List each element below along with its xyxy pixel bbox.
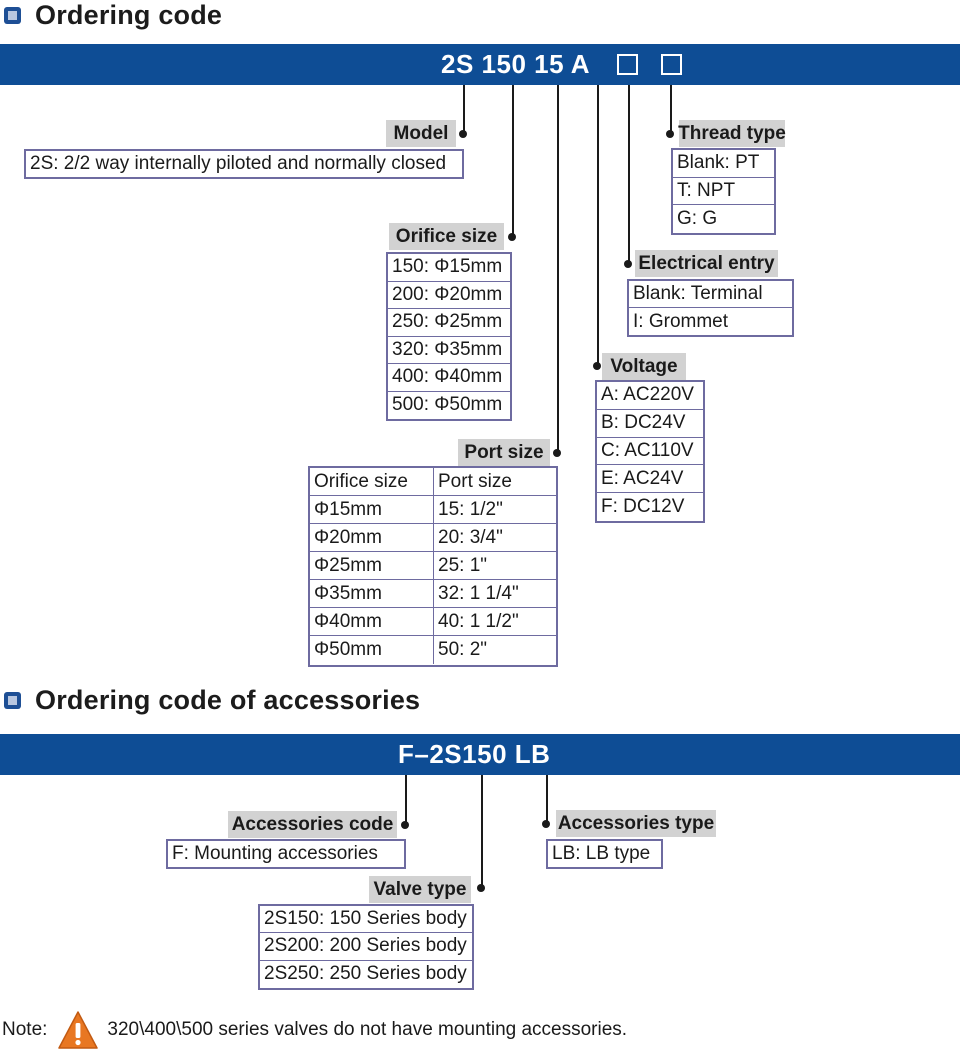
connector-line (512, 85, 514, 235)
label-thread-type: Thread type (679, 120, 785, 147)
ordering-code-bar (0, 44, 960, 85)
label-voltage: Voltage (602, 353, 686, 380)
table-cell: Φ50mm (310, 636, 434, 664)
list-item: I: Grommet (633, 310, 729, 332)
list-item: E: AC24V (597, 465, 703, 493)
table-cell: 25: 1" (434, 552, 556, 580)
list-item: Blank: PT (673, 150, 774, 178)
table-cell: 32: 1 1/4" (434, 580, 556, 608)
connector-line (557, 85, 559, 451)
voltage-box (595, 380, 705, 523)
section-title-accessories (0, 685, 420, 715)
valve-type-box (258, 904, 474, 990)
model-box (24, 149, 464, 179)
table-header: Orifice size (310, 468, 434, 496)
accessories-code-bar (0, 734, 960, 775)
accessories-type-box (546, 839, 663, 869)
list-item: B: DC24V (597, 410, 703, 438)
list-item: A: AC220V (597, 382, 703, 410)
list-item: Blank: Terminal (629, 281, 792, 308)
table-cell: 50: 2" (438, 639, 488, 660)
connector-line (481, 775, 483, 887)
connector-dot (508, 233, 516, 241)
list-item: 2S150: 150 Series body (260, 906, 472, 933)
table-cell: Φ35mm (310, 580, 434, 608)
connector-dot (477, 884, 485, 892)
label-accessories-code: Accessories code (228, 811, 397, 838)
list-item: 500: Φ50mm (392, 394, 503, 416)
thread-type-box (671, 148, 776, 235)
table-cell: 15: 1/2" (434, 496, 556, 524)
list-item: G: G (677, 207, 718, 229)
connector-dot (666, 130, 674, 138)
electrical-entry-box (627, 279, 794, 337)
list-item: 200: Φ20mm (388, 282, 510, 310)
label-model: Model (386, 120, 456, 147)
connector-dot (624, 260, 632, 268)
list-item: 2S: 2/2 way internally piloted and normally closed (30, 153, 447, 174)
label-electrical-entry: Electrical entry (635, 250, 778, 277)
list-item: F: Mounting accessories (172, 843, 378, 864)
accessories-code: F–2S150 LB (398, 739, 551, 769)
connector-line (463, 85, 465, 131)
connector-dot (553, 449, 561, 457)
note (2, 1012, 627, 1048)
section-bullet-icon (4, 692, 21, 709)
label-valve-type: Valve type (369, 876, 471, 903)
note-text: 320\400\500 series valves do not have mounting accessories. (107, 1019, 628, 1040)
connector-line (546, 775, 548, 824)
warning-icon (57, 1010, 99, 1050)
section-title-ordering (0, 0, 222, 30)
option-placeholder-electrical (617, 54, 638, 75)
list-item: 2S250: 250 Series body (264, 963, 467, 985)
list-item: 2S200: 200 Series body (260, 933, 472, 960)
list-item: T: NPT (673, 178, 774, 206)
table-cell: Φ40mm (310, 608, 434, 636)
section-title-text: Ordering code (35, 0, 223, 30)
ordering-code: 2S 150 15 A (441, 49, 591, 79)
label-accessories-type: Accessories type (556, 810, 716, 837)
connector-line (405, 775, 407, 824)
connector-dot (401, 821, 409, 829)
list-item: C: AC110V (597, 438, 703, 466)
list-item: LB: LB type (552, 843, 651, 864)
connector-dot (593, 362, 601, 370)
table-cell: Φ20mm (310, 524, 434, 552)
connector-line (628, 85, 630, 262)
port-size-table (308, 466, 558, 667)
connector-line (670, 85, 672, 131)
label-orifice-size: Orifice size (389, 223, 504, 250)
list-item: 150: Φ15mm (388, 254, 510, 282)
connector-line (597, 85, 599, 366)
connector-dot (459, 130, 467, 138)
label-port-size: Port size (458, 439, 550, 466)
list-item: 320: Φ35mm (388, 337, 510, 365)
list-item: 250: Φ25mm (388, 309, 510, 337)
table-cell: 40: 1 1/2" (434, 608, 556, 636)
list-item: F: DC12V (601, 496, 685, 518)
table-header: Port size (434, 468, 556, 496)
note-label: Note: (2, 1019, 48, 1040)
orifice-box (386, 252, 512, 421)
accessories-code-box (166, 839, 406, 869)
table-cell: 20: 3/4" (434, 524, 556, 552)
table-cell: Φ15mm (310, 496, 434, 524)
list-item: 400: Φ40mm (388, 364, 510, 392)
table-cell: Φ25mm (310, 552, 434, 580)
section-bullet-icon (4, 7, 21, 24)
connector-dot (542, 820, 550, 828)
option-placeholder-thread (661, 54, 682, 75)
section-title-text: Ordering code of accessories (35, 684, 421, 715)
